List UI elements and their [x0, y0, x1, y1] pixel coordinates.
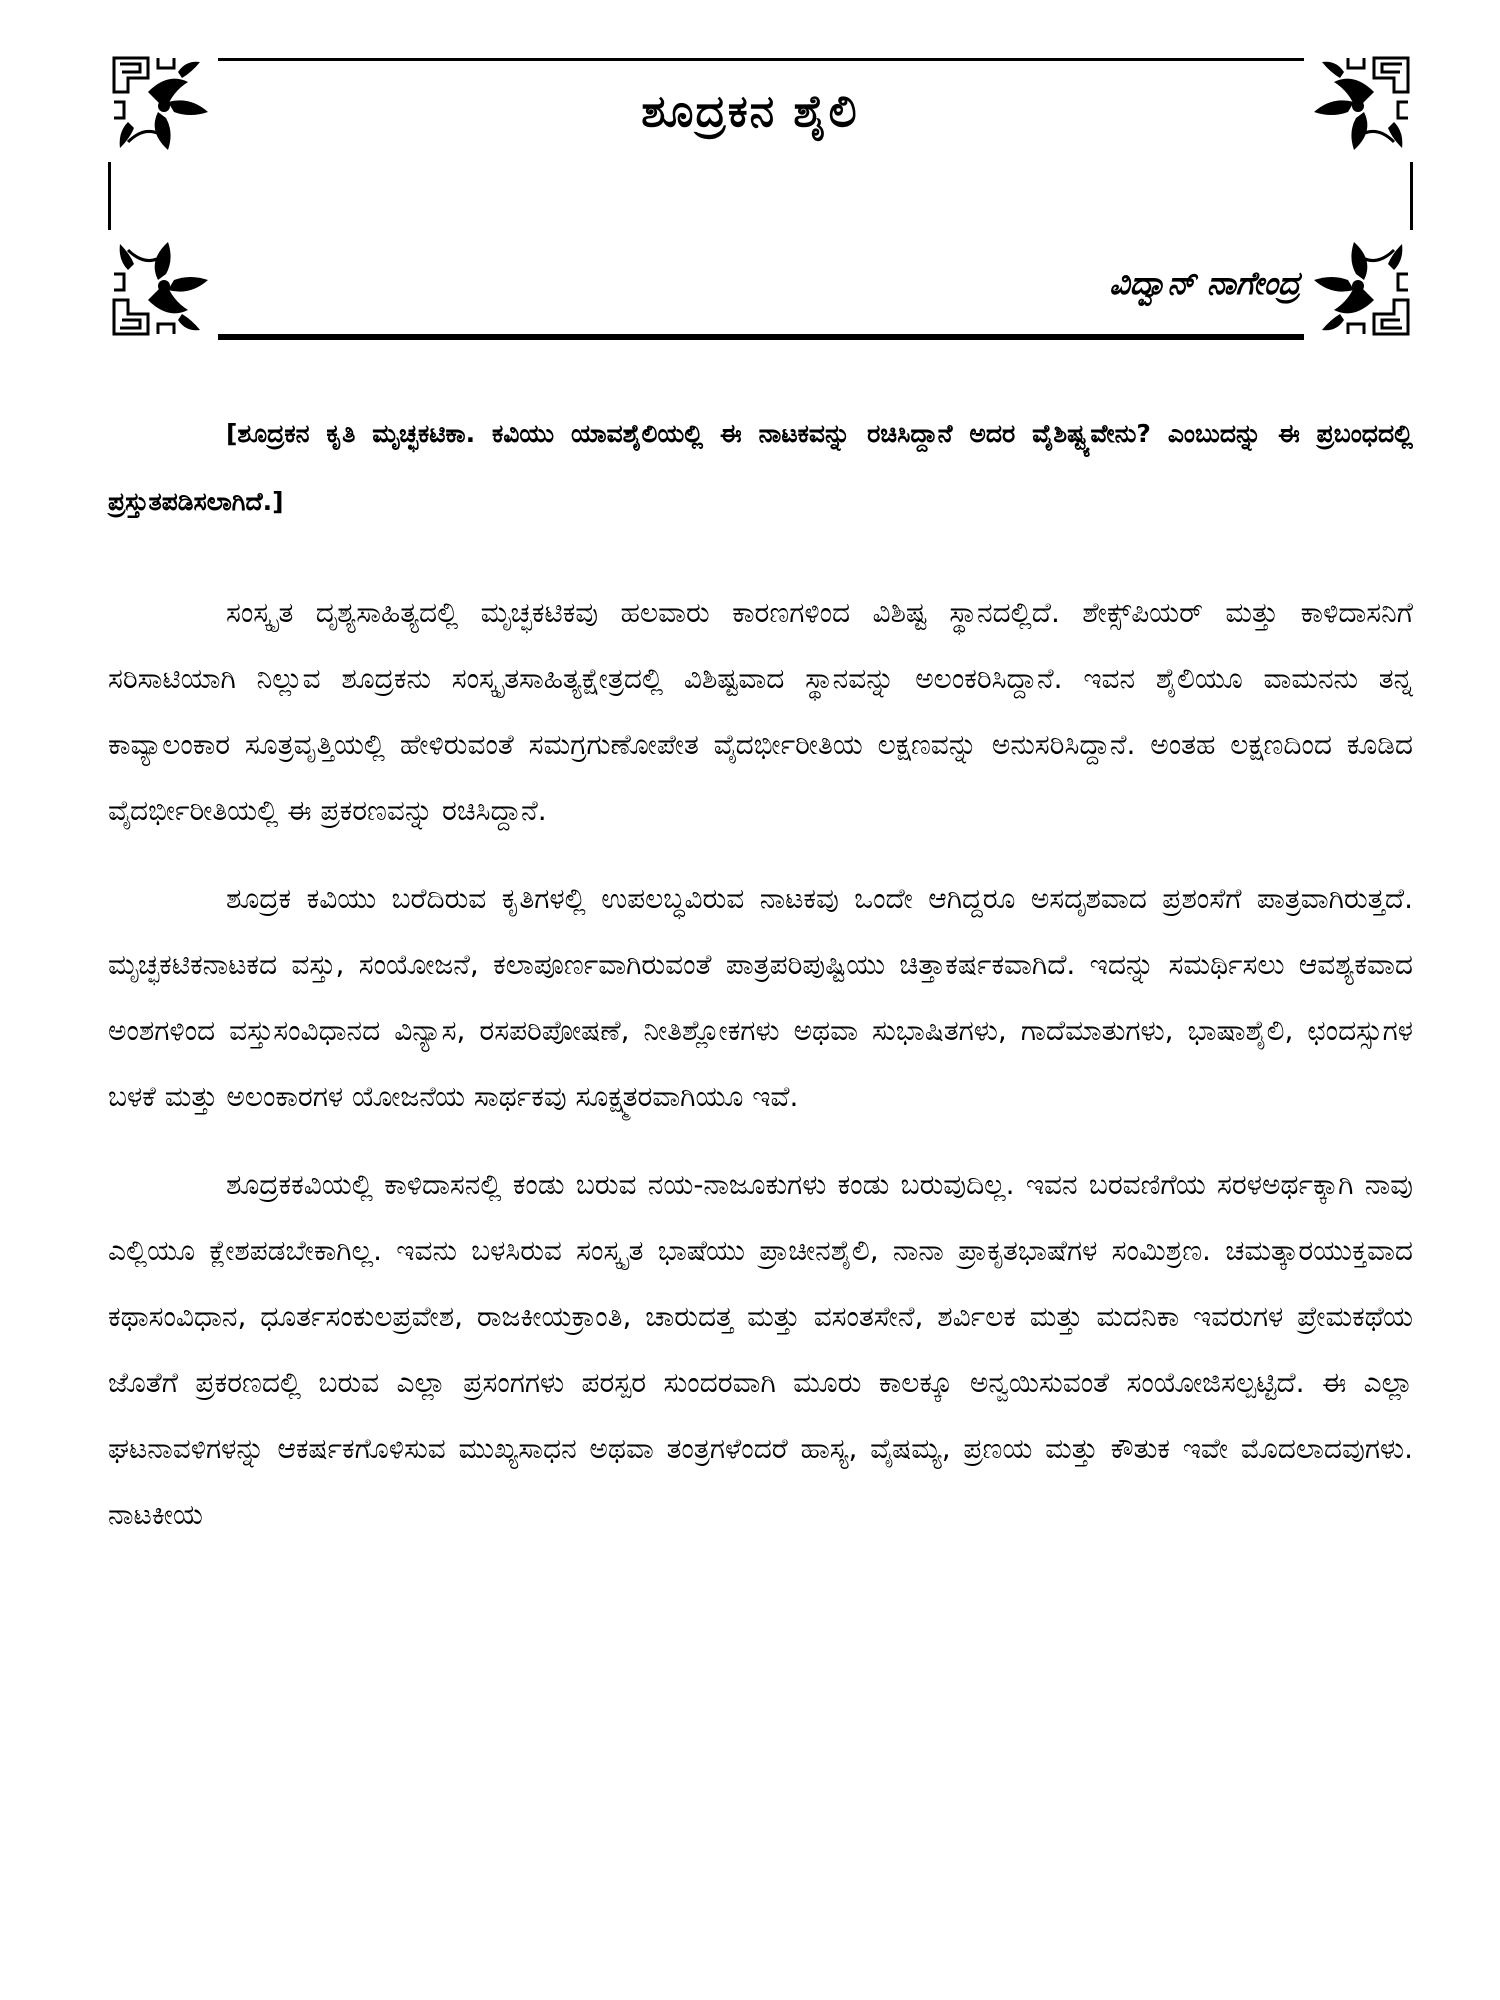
- paragraph-3: ಶೂದ್ರಕಕವಿಯಲ್ಲಿ ಕಾಳಿದಾಸನಲ್ಲಿ ಕಂಡು ಬರುವ ನಯ-ನಾಜೂಕುಗಳು ಕಂಡು ಬರುವುದಿಲ್ಲ. ಇವನ ಬರವಣಿಗೆಯ ಸರಳಅರ್ಥಕ್ಕಾಗಿ ನಾವು ಎಲ್ಲಿಯೂ ಕ್ಲೇಶಪಡಬೇಕಾಗಿಲ್ಲ. ಇವನು ಬಳಸಿರುವ ಸಂಸ್ಕೃತ ಭಾಷೆಯು ಪ್ರಾಚೀನಶೈಲಿ, ನಾನಾ ಪ್ರಾಕೃತಭಾಷೆಗಳ ಸಂಮಿಶ್ರಣ. ಚಮತ್ಕಾರಯುಕ್ತವಾದ ಕಥಾಸಂವಿಧಾನ, ಧೂರ್ತಸಂಕುಲಪ್ರವೇಶ, ರಾಜಕೀಯಕ್ರಾಂತಿ, ಚಾರುದತ್ತ ಮತ್ತು ವಸಂತಸೇನೆ, ಶರ್ವಿಲಕ ಮತ್ತು ಮದನಿಕಾ ಇವರುಗಳ ಪ್ರೇಮಕಥೆಯ ಜೊತೆಗೆ ಪ್ರಕರಣದಲ್ಲಿ ಬರುವ ಎಲ್ಲಾ ಪ್ರಸಂಗಗಳು ಪರಸ್ಪರ ಸುಂದರವಾಗಿ ಮೂರು ಕಾಲಕ್ಕೂ ಅನ್ವಯಿಸುವಂತೆ ಸಂಯೋಜಿಸಲ್ಪಟ್ಟಿದೆ. ಈ ಎಲ್ಲಾ ಘಟನಾವಳಿಗಳನ್ನು ಆಕರ್ಷಕಗೊಳಿಸುವ ಮುಖ್ಯಸಾಧನ ಅಥವಾ ತಂತ್ರಗಳೆಂದರೆ ಹಾಸ್ಯ, ವೈಷಮ್ಯ, ಪ್ರಣಯ ಮತ್ತು ಕೌತುಕ ಇವೇ ಮೊದಲಾದವುಗಳು. ನಾಟಕೀಯ: [108, 1168, 1413, 1531]
- abstract: [ಶೂದ್ರಕನ ಕೃತಿ ಮೃಚ್ಛಕಟಿಕಾ. ಕವಿಯು ಯಾವಶೈಲಿಯಲ್ಲಿ ಈ ನಾಟಕವನ್ನು ರಚಿಸಿದ್ದಾನೆ ಅದರ ವೈಶಿಷ್ಟ್ಯವೇನು? ಎಂಬುದನ್ನು ಈ ಪ್ರಬಂಧದಲ್ಲಿ ಪ್ರಸ್ತುತಪಡಿಸಲಾಗಿದೆ.]: [108, 419, 1413, 516]
- corner-ornament-top-right-icon: [1304, 52, 1414, 162]
- corner-ornament-bottom-right-icon: [1304, 230, 1414, 340]
- paragraph-2: ಶೂದ್ರಕ ಕವಿಯು ಬರೆದಿರುವ ಕೃತಿಗಳಲ್ಲಿ ಉಪಲಬ್ಧವಿರುವ ನಾಟಕವು ಒಂದೇ ಆಗಿದ್ದರೂ ಅಸದೃಶವಾದ ಪ್ರಶಂಸೆಗೆ ಪಾತ್ರವಾಗಿರುತ್ತದೆ. ಮೃಚ್ಛಕಟಿಕನಾಟಕದ ವಸ್ತು, ಸಂಯೋಜನೆ, ಕಲಾಪೂರ್ಣವಾಗಿರುವಂತೆ ಪಾತ್ರಪರಿಪುಷ್ಟಿಯು ಚಿತ್ತಾಕರ್ಷಕವಾಗಿದೆ. ಇದನ್ನು ಸಮರ್ಥಿಸಲು ಆವಶ್ಯಕವಾದ ಅಂಶಗಳಿಂದ ವಸ್ತುಸಂವಿಧಾನದ ವಿನ್ಯಾಸ, ರಸಪರಿಪೋಷಣೆ, ನೀತಿಶ್ಲೋಕಗಳು ಅಥವಾ ಸುಭಾಷಿತಗಳು, ಗಾದೆಮಾತುಗಳು, ಭಾಷಾಶೈಲಿ, ಛಂದಸ್ಸುಗಳ ಬಳಕೆ ಮತ್ತು ಅಲಂಕಾರಗಳ ಯೋಜನೆಯ ಸಾರ್ಥಕವು ಸೂಕ್ಷ್ಮತರವಾಗಿಯೂ ಇವೆ.: [108, 882, 1413, 1113]
- author-name: ವಿದ್ವಾನ್ ನಾಗೇಂದ್ರ: [1109, 264, 1300, 302]
- paragraph-1: ಸಂಸ್ಕೃತ ದೃಶ್ಯಸಾಹಿತ್ಯದಲ್ಲಿ ಮೃಚ್ಛಕಟಿಕವು ಹಲವಾರು ಕಾರಣಗಳಿಂದ ವಿಶಿಷ್ಟ ಸ್ಥಾನದಲ್ಲಿದೆ. ಶೇಕ್ಸ್‌ಪಿಯರ್ ಮತ್ತು ಕಾಳಿದಾಸನಿಗೆ ಸರಿಸಾಟಿಯಾಗಿ ನಿಲ್ಲುವ ಶೂದ್ರಕನು ಸಂಸ್ಕೃತಸಾಹಿತ್ಯಕ್ಷೇತ್ರದಲ್ಲಿ ವಿಶಿಷ್ಟವಾದ ಸ್ಥಾನವನ್ನು ಅಲಂಕರಿಸಿದ್ದಾನೆ. ಇವನ ಶೈಲಿಯೂ ವಾಮನನು ತನ್ನ ಕಾವ್ಯಾಲಂಕಾರ ಸೂತ್ರವೃತ್ತಿಯಲ್ಲಿ ಹೇಳಿರುವಂತೆ ಸಮಗ್ರಗುಣೋಪೇತ ವೈದರ್ಭೀರೀತಿಯ ಲಕ್ಷಣವನ್ನು ಅನುಸರಿಸಿದ್ದಾನೆ. ಅಂತಹ ಲಕ್ಷಣದಿಂದ ಕೂಡಿದ ವೈದರ್ಭೀರೀತಿಯಲ್ಲಿ ಈ ಪ್ರಕರಣವನ್ನು ರಚಿಸಿದ್ದಾನೆ.: [108, 596, 1413, 827]
- corner-ornament-top-left-icon: [108, 52, 218, 162]
- page-title: ಶೂದ್ರಕನ ಶೈಲಿ: [641, 86, 859, 137]
- article-body: [108, 400, 1413, 1570]
- corner-ornament-bottom-left-icon: [108, 230, 218, 340]
